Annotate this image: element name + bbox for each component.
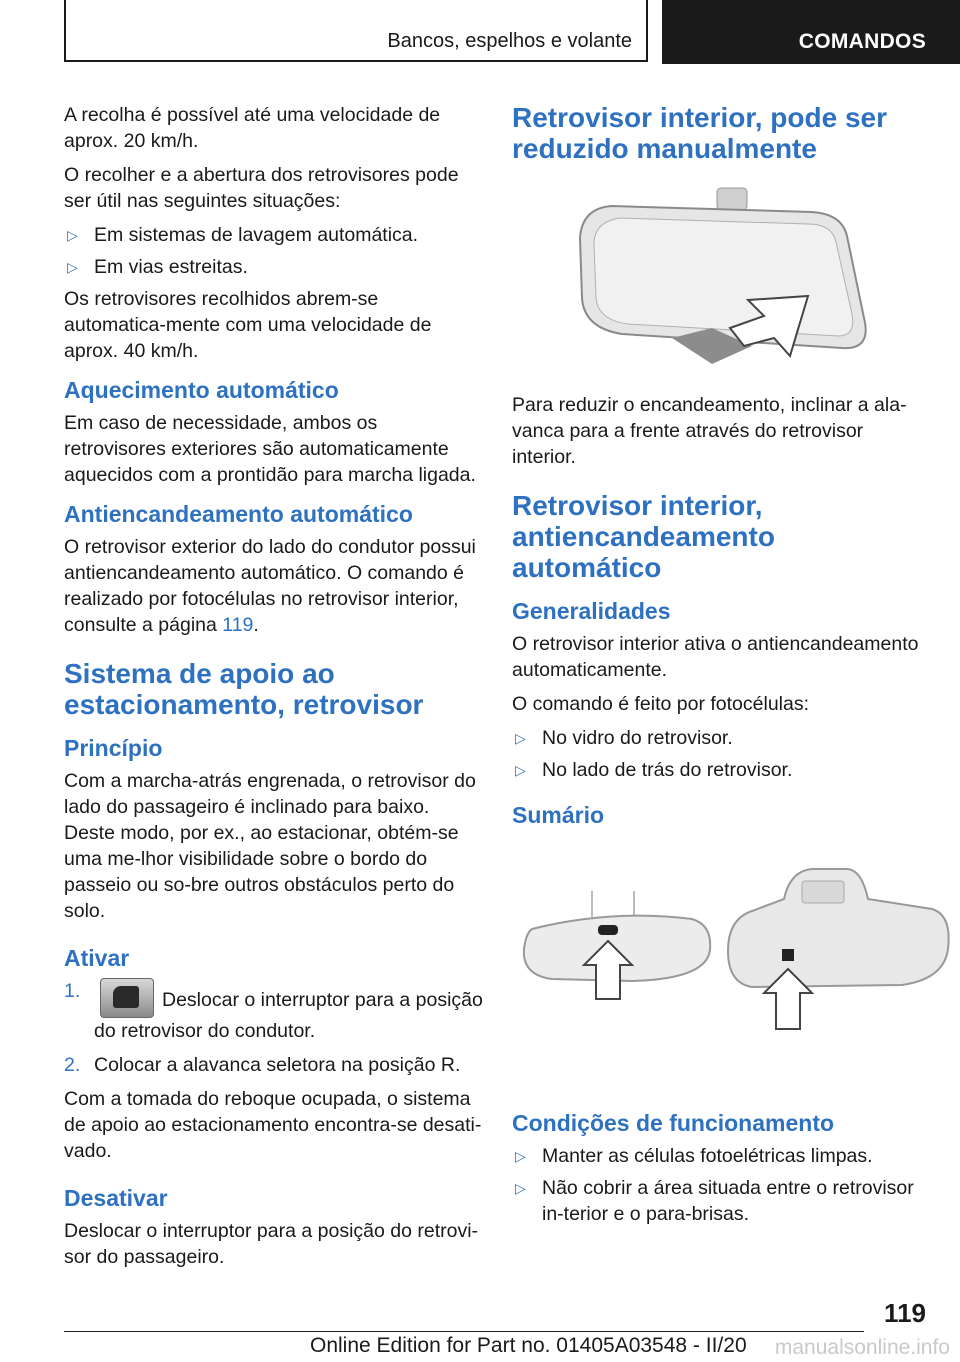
paragraph: Deslocar o interruptor para a posição do retrovi-sor do passageiro.: [64, 1220, 479, 1268]
paragraph: O recolher e a abertura dos retrovisores pode ser útil nas seguintes situações:: [64, 164, 459, 212]
photocell-locations-illustration: [512, 839, 952, 1089]
step-list: [64, 978, 484, 1078]
list-item: ▷ Não cobrir a área situada entre o retrovisor in-terior e o para-brisas.: [515, 1177, 914, 1225]
bullet-list: [64, 222, 484, 280]
triangle-bullet-icon: ▷: [515, 762, 526, 778]
step-item: 2. Colocar a alavanca seletora na posição R.: [64, 1054, 461, 1076]
paragraph: Com a marcha-atrás engrenada, o retrovisor do lado do passageiro é inclinado para baixo. Deste modo, por ex., ao estacionar, obtém-se uma me-lhor visibilidade sobre o bordo do passeio ou so-bre outros obstáculos perto do solo.: [64, 770, 476, 922]
heading-sumario: Sumário: [512, 802, 605, 828]
heading-ativar: Ativar: [64, 945, 130, 971]
watermark: manualsonline.info: [774, 1336, 950, 1359]
bullet-list: [512, 725, 932, 783]
paragraph: Para reduzir o encandeamento, inclinar a ala-vanca para a frente através do retrovisor interior.: [512, 394, 907, 468]
paragraph: O retrovisor interior ativa o antiencandeamento automaticamente.: [512, 633, 919, 681]
heading-retrovisor-automatico: Retrovisor interior, antiencandeamento automático: [512, 490, 775, 583]
page-header: [64, 0, 960, 64]
paragraph: A recolha é possível até uma velocidade de aprox. 20 km/h.: [64, 104, 441, 152]
list-item: ▷ No vidro do retrovisor.: [515, 727, 733, 749]
edition-text: Online Edition for Part no. 01405A03548 - II/20: [310, 1334, 747, 1357]
triangle-bullet-icon: ▷: [515, 1148, 526, 1164]
paragraph: O comando é feito por fotocélulas:: [512, 693, 810, 715]
list-item: ▷ Em vias estreitas.: [67, 256, 248, 278]
heading-principio: Princípio: [64, 735, 163, 761]
step-item: 1. Deslocar o interruptor para a posição do retrovisor do condutor.: [64, 980, 483, 1042]
triangle-bullet-icon: ▷: [515, 730, 526, 746]
heading-aquecimento: Aquecimento automático: [64, 377, 339, 403]
heading-retrovisor-manual: Retrovisor interior, pode ser reduzido manualmente: [512, 102, 887, 164]
triangle-bullet-icon: ▷: [515, 1180, 526, 1196]
footer-divider: [64, 1331, 864, 1332]
chapter-title: COMANDOS: [798, 30, 926, 53]
right-column: [512, 102, 932, 1233]
triangle-bullet-icon: ▷: [67, 227, 78, 243]
heading-antiencandeamento: Antiencandeamento automático: [64, 501, 413, 527]
mirror-manual-illustration: [512, 178, 932, 378]
heading-generalidades: Generalidades: [512, 598, 671, 624]
heading-condicoes: Condições de funcionamento: [512, 1110, 835, 1136]
paragraph: O retrovisor exterior do lado do condutor possui antiencandeamento automático. O comando é realizado por fotocélulas no retrovisor interior, consulte a página 119.: [64, 536, 476, 636]
page-reference-link[interactable]: 119: [222, 614, 254, 636]
paragraph: Com a tomada do reboque ocupada, o sistema de apoio ao estacionamento encontra-se desati-vado.: [64, 1088, 482, 1162]
list-item: ▷ Em sistemas de lavagem automática.: [67, 224, 419, 246]
section-tab: [64, 0, 648, 62]
paragraph: Os retrovisores recolhidos abrem-se automatica-mente com uma velocidade de aprox. 40 km/h.: [64, 288, 432, 362]
list-item: ▷ No lado de trás do retrovisor.: [515, 759, 793, 781]
heading-sistema-apoio: Sistema de apoio ao estacionamento, retrovisor: [64, 658, 424, 720]
left-column: [64, 102, 484, 1278]
mirror-switch-icon: [100, 978, 154, 1018]
section-title: Bancos, espelhos e volante: [387, 30, 632, 52]
list-item: ▷ Manter as células fotoelétricas limpas.: [515, 1145, 873, 1167]
page-number: 119: [884, 1298, 926, 1328]
triangle-bullet-icon: ▷: [67, 259, 78, 275]
heading-desativar: Desativar: [64, 1185, 168, 1211]
chapter-tab: [662, 0, 960, 64]
bullet-list: [512, 1143, 932, 1227]
paragraph: Em caso de necessidade, ambos os retrovisores exteriores são automaticamente aquecidos com a prontidão para marcha ligada.: [64, 412, 476, 486]
